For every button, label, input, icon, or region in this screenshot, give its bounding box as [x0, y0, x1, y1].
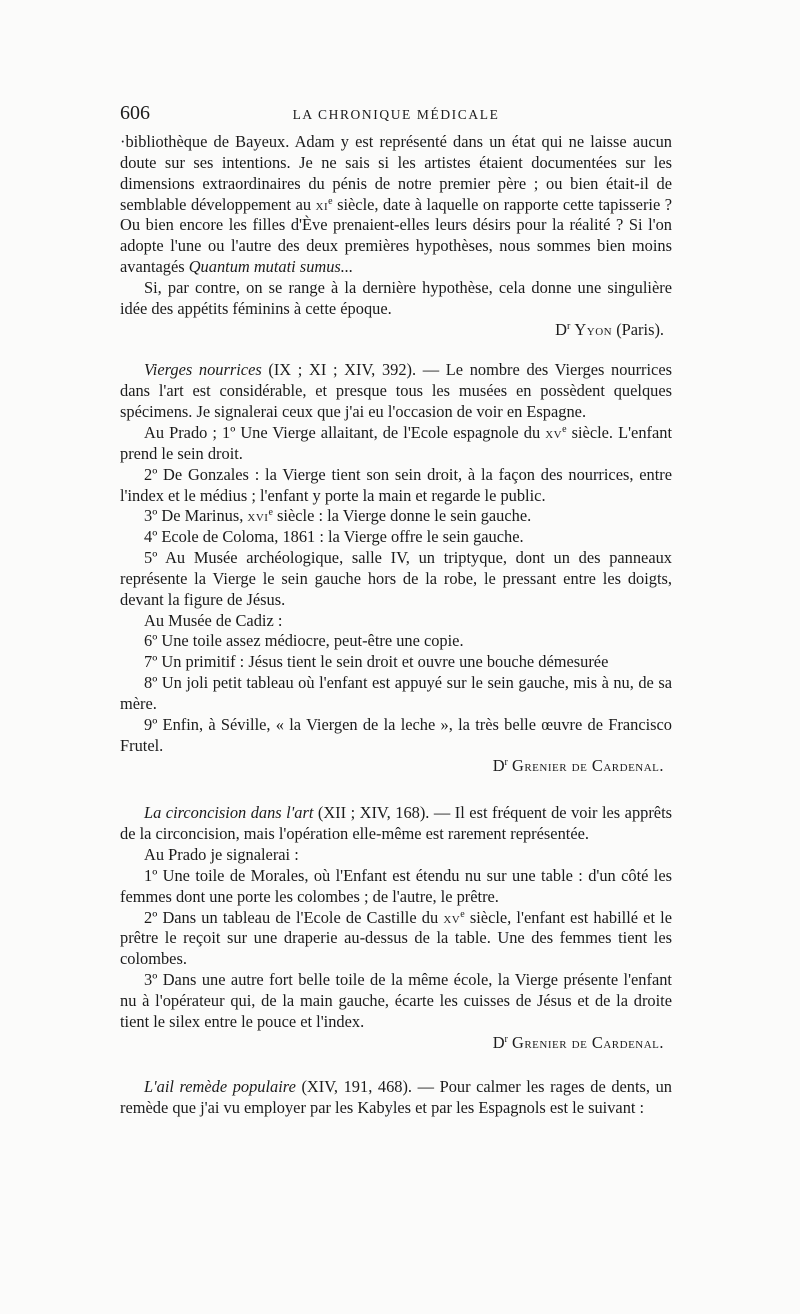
century-numeral: xv — [443, 907, 461, 927]
superscript: e — [328, 195, 333, 207]
text-run: Pour calmer les rages de dents, un remède que j'ai vu employer par les Kabyles et par les Espagnols est le suivant : — [120, 1077, 672, 1118]
paragraph-continuation — [120, 132, 672, 278]
signature-grenier — [120, 756, 672, 777]
text-run: siècle. L'enfant prend le sein droit. — [120, 422, 672, 463]
list-heading: Au Musée de Cadiz : — [144, 610, 283, 630]
text-run: siècle : la Vierge donne le sein gauche. — [272, 506, 532, 526]
article-title: Vierges nourrices — [144, 360, 262, 380]
sig-name: Grenier de Cardenal. — [512, 756, 664, 776]
text-run: Au Prado ; 1º Une Vierge allaitant, de l'Ecole espagnole du — [144, 422, 546, 442]
text-run: 3º De Marinus, — [144, 506, 248, 526]
article-circoncision — [120, 803, 672, 845]
article-reference: (XIV, 191, 468). — — [295, 1077, 440, 1097]
article-reference: (IX ; XI ; XIV, 392). — — [261, 360, 446, 380]
superscript: e — [268, 507, 273, 519]
list-item — [120, 908, 672, 971]
signature-yyon — [120, 320, 672, 341]
superscript: r — [504, 1033, 508, 1045]
text-run: Il est fréquent de voir les apprêts de la circoncision, mais l'opération elle-même est rarement représentée. — [120, 803, 673, 844]
signature-grenier — [120, 1033, 672, 1054]
page-body — [120, 132, 672, 1119]
sig-title: D — [492, 756, 505, 776]
text-run: ·bibliothèque de Bayeux. Adam y est représenté dans un état qui ne laisse aucun doute sur ses intentions. Je ne sais si les artistes étaient documentées sur les dimensions extraordinaires du pénis de notre premier père ; ou bien était-il de semblable développement au — [120, 132, 672, 214]
list-item: 3º Dans une autre fort belle toile de la même école, la Vierge présente l'enfant nu à l'opérateur qui, de la main gauche, écarte les cuisses de Jésus et de la droite tient le silex entre le pouce et l'index. — [120, 970, 672, 1031]
sig-name: Yyon — [574, 319, 613, 339]
century-numeral: xv — [545, 422, 563, 442]
sig-title: D — [555, 319, 567, 339]
latin-quote: Quantum mutati sumus... — [188, 257, 354, 277]
running-title: LA CHRONIQUE MÉDICALE — [292, 107, 500, 122]
article-title: La circoncision dans l'art — [144, 803, 314, 823]
text-run: 2º Dans un tableau de l'Ecole de Castille du — [144, 907, 444, 927]
list-item: 4º Ecole de Coloma, 1861 : la Vierge offre le sein gauche. — [144, 527, 524, 547]
list-item: 5º Au Musée archéologique, salle IV, un triptyque, dont un des panneaux représente la Vierge le sein gauche hors de la robe, le pressant entre les doigts, devant la figure de Jésus. — [120, 548, 672, 609]
sig-title: D — [492, 1032, 505, 1052]
text-run: siècle, l'enfant est habillé et le prêtre le reçoit sur une draperie au-dessus de la table. Une des femmes tient les colombes. — [120, 907, 672, 969]
list-item: 6º Une toile assez médiocre, peut-être une copie. — [144, 631, 464, 651]
sig-name: Grenier de Cardenal. — [512, 1032, 664, 1052]
article-title: L'ail remède populaire — [144, 1077, 296, 1097]
article-vierges-nourrices — [120, 360, 672, 423]
century-numeral: xi — [315, 194, 329, 214]
list-item — [120, 506, 672, 527]
superscript: e — [460, 908, 465, 920]
article-ail — [120, 1077, 672, 1119]
list-item: 7º Un primitif : Jésus tient le sein droit et ouvre une bouche démesurée — [144, 652, 609, 672]
page-header — [120, 100, 672, 130]
list-item: 2º De Gonzales : la Vierge tient son sein droit, à la façon des nourrices, entre l'index et le médius ; l'enfant y porte la main et regarde le public. — [120, 464, 672, 505]
superscript: r — [504, 757, 508, 769]
page-number: 606 — [120, 102, 150, 124]
list-item: 8º Un joli petit tableau où l'enfant est appuyé sur le sein gauche, mis à nu, de sa mère. — [120, 673, 672, 713]
text-run: siècle, date à laquelle on rapporte cette tapisserie ? Ou bien encore les filles d'Ève prenaient-elles leurs désirs pour la réalité ? Si l'on adopte l'une ou l'autre des deux premières hypothèses, nous sommes bien moins avantagés — [120, 194, 672, 277]
superscript: e — [562, 423, 567, 435]
article-reference: (XII ; XIV, 168). — — [313, 803, 455, 823]
list-item: 9º Enfin, à Séville, « la Viergen de la leche », la très belle œuvre de Francisco Frutel. — [120, 714, 672, 755]
superscript: r — [566, 320, 571, 332]
century-numeral: xvi — [247, 506, 269, 526]
list-item — [120, 423, 672, 465]
list-item: 1º Une toile de Morales, où l'Enfant est étendu nu sur une table : d'un côté les femmes dont une porte les colombes ; de l'autre, le prêtre. — [120, 865, 672, 906]
text-run: Le nombre des Vierges nourrices dans l'art est considérable, et presque tous les musées en possèdent quelques spécimens. Je signalerai ceux que j'ai eu l'occasion de voir en Espagne. — [120, 360, 672, 422]
sig-place: (Paris). — [616, 319, 664, 339]
list-heading: Au Prado je signalerai : — [144, 845, 299, 864]
paragraph: Si, par contre, on se range à la dernière hypothèse, cela donne une singulière idée des appétits féminins à cette époque. — [120, 277, 672, 318]
